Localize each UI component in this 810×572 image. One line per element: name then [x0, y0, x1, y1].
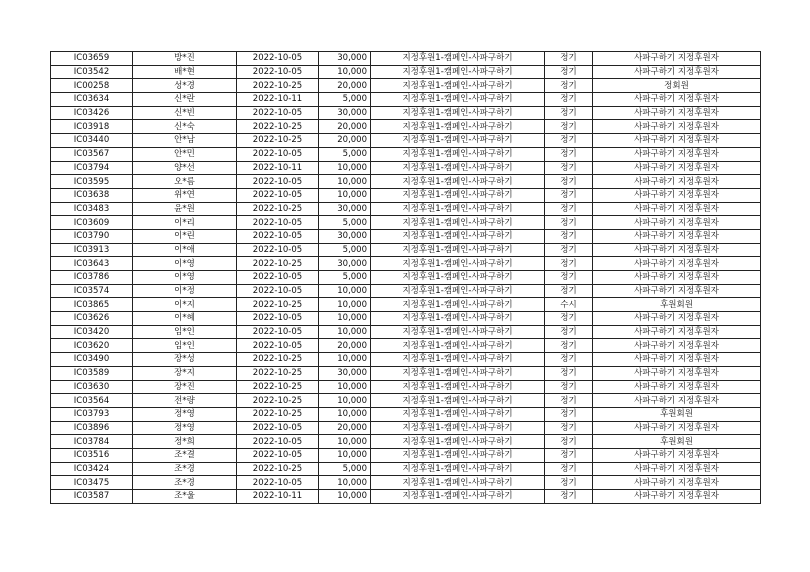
donation-amount-cell: 5,000 [319, 93, 371, 107]
donor-id-cell: IC03790 [51, 229, 133, 243]
donor-name-cell: 임*인 [133, 325, 237, 339]
donor-name-cell: 이*혜 [133, 312, 237, 326]
donor-category-cell: 후원회원 [593, 298, 761, 312]
donation-type-cell: 정기 [545, 161, 593, 175]
donor-name-cell: 장*진 [133, 380, 237, 394]
donation-date-cell: 2022-10-25 [237, 257, 319, 271]
campaign-cell: 지정후원1-캠페인-사파구하기 [371, 298, 545, 312]
donation-type-cell: 정기 [545, 353, 593, 367]
donor-id-cell: IC03620 [51, 339, 133, 353]
donation-amount-cell: 30,000 [319, 257, 371, 271]
donation-amount-cell: 30,000 [319, 202, 371, 216]
donation-amount-cell: 10,000 [319, 312, 371, 326]
donation-date-cell: 2022-10-05 [237, 229, 319, 243]
donor-category-cell: 사파구하기 지정후원자 [593, 339, 761, 353]
donation-amount-cell: 10,000 [319, 298, 371, 312]
donation-type-cell: 정기 [545, 421, 593, 435]
donation-amount-cell: 20,000 [319, 421, 371, 435]
donor-name-cell: 정*영 [133, 421, 237, 435]
donation-type-cell: 정기 [545, 120, 593, 134]
donor-category-cell: 사파구하기 지정후원자 [593, 380, 761, 394]
donation-type-cell: 정기 [545, 188, 593, 202]
donor-name-cell: 조*울 [133, 490, 237, 504]
campaign-cell: 지정후원1-캠페인-사파구하기 [371, 52, 545, 66]
donor-name-cell: 오*름 [133, 175, 237, 189]
campaign-cell: 지정후원1-캠페인-사파구하기 [371, 216, 545, 230]
table-row [51, 271, 761, 285]
campaign-cell: 지정후원1-캠페인-사파구하기 [371, 147, 545, 161]
table-row [51, 339, 761, 353]
donation-date-cell: 2022-10-05 [237, 325, 319, 339]
donation-date-cell: 2022-10-25 [237, 462, 319, 476]
donation-amount-cell: 10,000 [319, 325, 371, 339]
donor-id-cell: IC03490 [51, 353, 133, 367]
donor-name-cell: 안*남 [133, 134, 237, 148]
donation-type-cell: 정기 [545, 147, 593, 161]
donation-date-cell: 2022-10-11 [237, 490, 319, 504]
donor-category-cell: 사파구하기 지정후원자 [593, 284, 761, 298]
table-row [51, 65, 761, 79]
table-row [51, 366, 761, 380]
campaign-cell: 지정후원1-캠페인-사파구하기 [371, 380, 545, 394]
donation-type-cell: 정기 [545, 175, 593, 189]
donation-type-cell: 정기 [545, 490, 593, 504]
donor-id-cell: IC03542 [51, 65, 133, 79]
donor-name-cell: 조*경 [133, 462, 237, 476]
table-row [51, 134, 761, 148]
donation-amount-cell: 10,000 [319, 188, 371, 202]
donor-id-cell: IC03516 [51, 448, 133, 462]
campaign-cell: 지정후원1-캠페인-사파구하기 [371, 188, 545, 202]
campaign-cell: 지정후원1-캠페인-사파구하기 [371, 93, 545, 107]
table-row [51, 312, 761, 326]
donation-amount-cell: 30,000 [319, 106, 371, 120]
campaign-cell: 지정후원1-캠페인-사파구하기 [371, 65, 545, 79]
donor-name-cell: 조*경 [133, 476, 237, 490]
campaign-cell: 지정후원1-캠페인-사파구하기 [371, 421, 545, 435]
campaign-cell: 지정후원1-캠페인-사파구하기 [371, 229, 545, 243]
donor-name-cell: 성*경 [133, 79, 237, 93]
donor-category-cell: 사파구하기 지정후원자 [593, 462, 761, 476]
donor-id-cell: IC03626 [51, 312, 133, 326]
donation-amount-cell: 5,000 [319, 243, 371, 257]
donation-date-cell: 2022-10-25 [237, 353, 319, 367]
campaign-cell: 지정후원1-캠페인-사파구하기 [371, 366, 545, 380]
donation-type-cell: 정기 [545, 229, 593, 243]
donation-type-cell: 정기 [545, 476, 593, 490]
donation-type-cell: 정기 [545, 380, 593, 394]
donation-date-cell: 2022-10-25 [237, 394, 319, 408]
campaign-cell: 지정후원1-캠페인-사파구하기 [371, 448, 545, 462]
donor-name-cell: 신*숙 [133, 120, 237, 134]
donor-category-cell: 사파구하기 지정후원자 [593, 120, 761, 134]
donor-category-cell: 사파구하기 지정후원자 [593, 257, 761, 271]
donation-date-cell: 2022-10-05 [237, 435, 319, 449]
donation-type-cell: 정기 [545, 79, 593, 93]
donation-date-cell: 2022-10-05 [237, 106, 319, 120]
donation-date-cell: 2022-10-05 [237, 175, 319, 189]
donor-category-cell: 사파구하기 지정후원자 [593, 147, 761, 161]
donor-id-cell: IC03424 [51, 462, 133, 476]
donor-category-cell: 사파구하기 지정후원자 [593, 421, 761, 435]
donation-amount-cell: 10,000 [319, 435, 371, 449]
donor-id-cell: IC03634 [51, 93, 133, 107]
donation-amount-cell: 30,000 [319, 366, 371, 380]
donation-date-cell: 2022-10-05 [237, 243, 319, 257]
donation-date-cell: 2022-10-25 [237, 79, 319, 93]
campaign-cell: 지정후원1-캠페인-사파구하기 [371, 161, 545, 175]
donation-amount-cell: 20,000 [319, 120, 371, 134]
donor-id-cell: IC03595 [51, 175, 133, 189]
donation-date-cell: 2022-10-25 [237, 366, 319, 380]
campaign-cell: 지정후원1-캠페인-사파구하기 [371, 407, 545, 421]
donation-date-cell: 2022-10-25 [237, 202, 319, 216]
donation-type-cell: 정기 [545, 462, 593, 476]
donation-type-cell: 정기 [545, 339, 593, 353]
donation-type-cell: 정기 [545, 202, 593, 216]
donor-id-cell: IC03483 [51, 202, 133, 216]
table-row [51, 188, 761, 202]
donor-id-cell: IC03786 [51, 271, 133, 285]
donor-name-cell: 신*란 [133, 93, 237, 107]
donation-date-cell: 2022-10-25 [237, 298, 319, 312]
donation-type-cell: 정기 [545, 271, 593, 285]
donor-id-cell: IC03913 [51, 243, 133, 257]
donor-category-cell: 사파구하기 지정후원자 [593, 448, 761, 462]
donor-name-cell: 윤*원 [133, 202, 237, 216]
table-row [51, 298, 761, 312]
donation-type-cell: 정기 [545, 325, 593, 339]
donor-category-cell: 사파구하기 지정후원자 [593, 490, 761, 504]
donation-amount-cell: 10,000 [319, 161, 371, 175]
donor-name-cell: 정*희 [133, 435, 237, 449]
donor-id-cell: IC03475 [51, 476, 133, 490]
donor-category-cell: 사파구하기 지정후원자 [593, 366, 761, 380]
donation-type-cell: 정기 [545, 284, 593, 298]
table-row [51, 476, 761, 490]
donation-date-cell: 2022-10-25 [237, 380, 319, 394]
donation-amount-cell: 20,000 [319, 134, 371, 148]
donation-date-cell: 2022-10-25 [237, 134, 319, 148]
campaign-cell: 지정후원1-캠페인-사파구하기 [371, 312, 545, 326]
campaign-cell: 지정후원1-캠페인-사파구하기 [371, 353, 545, 367]
donor-category-cell: 사파구하기 지정후원자 [593, 52, 761, 66]
donation-amount-cell: 5,000 [319, 271, 371, 285]
donor-category-cell: 사파구하기 지정후원자 [593, 93, 761, 107]
donor-id-cell: IC03567 [51, 147, 133, 161]
donation-amount-cell: 10,000 [319, 65, 371, 79]
table-row [51, 407, 761, 421]
donation-type-cell: 정기 [545, 134, 593, 148]
donor-id-cell: IC03896 [51, 421, 133, 435]
donation-type-cell: 정기 [545, 435, 593, 449]
donor-id-cell: IC03794 [51, 161, 133, 175]
donor-category-cell: 사파구하기 지정후원자 [593, 312, 761, 326]
donor-category-cell: 사파구하기 지정후원자 [593, 106, 761, 120]
campaign-cell: 지정후원1-캠페인-사파구하기 [371, 476, 545, 490]
donor-id-cell: IC03865 [51, 298, 133, 312]
donor-category-cell: 사파구하기 지정후원자 [593, 175, 761, 189]
table-row [51, 394, 761, 408]
table-row [51, 229, 761, 243]
donation-type-cell: 정기 [545, 407, 593, 421]
donor-category-cell: 사파구하기 지정후원자 [593, 65, 761, 79]
donation-type-cell: 정기 [545, 257, 593, 271]
donor-id-cell: IC03784 [51, 435, 133, 449]
table-row [51, 380, 761, 394]
donor-id-cell: IC03918 [51, 120, 133, 134]
donation-type-cell: 정기 [545, 93, 593, 107]
donor-id-cell: IC03589 [51, 366, 133, 380]
donor-category-cell: 사파구하기 지정후원자 [593, 353, 761, 367]
donor-id-cell: IC03440 [51, 134, 133, 148]
donation-date-cell: 2022-10-05 [237, 147, 319, 161]
donation-date-cell: 2022-10-05 [237, 188, 319, 202]
donation-type-cell: 수시 [545, 298, 593, 312]
table-row [51, 243, 761, 257]
campaign-cell: 지정후원1-캠페인-사파구하기 [371, 257, 545, 271]
donor-name-cell: 이*정 [133, 284, 237, 298]
table-row [51, 52, 761, 66]
donor-category-cell: 사파구하기 지정후원자 [593, 243, 761, 257]
donor-name-cell: 이*린 [133, 229, 237, 243]
campaign-cell: 지정후원1-캠페인-사파구하기 [371, 394, 545, 408]
donor-id-cell: IC03638 [51, 188, 133, 202]
donation-amount-cell: 10,000 [319, 490, 371, 504]
donor-category-cell: 사파구하기 지정후원자 [593, 271, 761, 285]
donation-date-cell: 2022-10-05 [237, 421, 319, 435]
campaign-cell: 지정후원1-캠페인-사파구하기 [371, 243, 545, 257]
donation-type-cell: 정기 [545, 448, 593, 462]
donor-name-cell: 장*지 [133, 366, 237, 380]
donor-id-cell: IC03643 [51, 257, 133, 271]
donation-date-cell: 2022-10-05 [237, 284, 319, 298]
table-row [51, 448, 761, 462]
donation-date-cell: 2022-10-05 [237, 216, 319, 230]
donation-amount-cell: 5,000 [319, 147, 371, 161]
campaign-cell: 지정후원1-캠페인-사파구하기 [371, 435, 545, 449]
donor-id-cell: IC03659 [51, 52, 133, 66]
table-row [51, 216, 761, 230]
donor-id-cell: IC00258 [51, 79, 133, 93]
donor-id-cell: IC03609 [51, 216, 133, 230]
table-row [51, 325, 761, 339]
donation-amount-cell: 5,000 [319, 216, 371, 230]
table-row [51, 462, 761, 476]
donor-category-cell: 사파구하기 지정후원자 [593, 216, 761, 230]
donation-amount-cell: 10,000 [319, 476, 371, 490]
campaign-cell: 지정후원1-캠페인-사파구하기 [371, 79, 545, 93]
campaign-cell: 지정후원1-캠페인-사파구하기 [371, 339, 545, 353]
donation-amount-cell: 20,000 [319, 339, 371, 353]
donation-amount-cell: 30,000 [319, 229, 371, 243]
campaign-cell: 지정후원1-캠페인-사파구하기 [371, 490, 545, 504]
donor-category-cell: 사파구하기 지정후원자 [593, 134, 761, 148]
donor-name-cell: 신*빈 [133, 106, 237, 120]
donor-name-cell: 배*현 [133, 65, 237, 79]
table-row [51, 79, 761, 93]
campaign-cell: 지정후원1-캠페인-사파구하기 [371, 106, 545, 120]
donor-name-cell: 이*영 [133, 271, 237, 285]
donor-id-cell: IC03574 [51, 284, 133, 298]
donation-date-cell: 2022-10-05 [237, 476, 319, 490]
donation-date-cell: 2022-10-25 [237, 407, 319, 421]
donor-category-cell: 사파구하기 지정후원자 [593, 325, 761, 339]
donor-name-cell: 방*진 [133, 52, 237, 66]
donor-table [50, 51, 761, 504]
donation-date-cell: 2022-10-05 [237, 271, 319, 285]
donor-id-cell: IC03587 [51, 490, 133, 504]
table-row [51, 421, 761, 435]
campaign-cell: 지정후원1-캠페인-사파구하기 [371, 271, 545, 285]
donation-type-cell: 정기 [545, 243, 593, 257]
table-row [51, 161, 761, 175]
table-row [51, 202, 761, 216]
donation-amount-cell: 10,000 [319, 353, 371, 367]
campaign-cell: 지정후원1-캠페인-사파구하기 [371, 325, 545, 339]
donor-name-cell: 이*영 [133, 257, 237, 271]
donation-amount-cell: 10,000 [319, 407, 371, 421]
donation-type-cell: 정기 [545, 52, 593, 66]
donor-id-cell: IC03630 [51, 380, 133, 394]
donor-id-cell: IC03420 [51, 325, 133, 339]
donation-date-cell: 2022-10-11 [237, 161, 319, 175]
donor-name-cell: 정*영 [133, 407, 237, 421]
campaign-cell: 지정후원1-캠페인-사파구하기 [371, 134, 545, 148]
donor-table-body [51, 52, 761, 504]
table-row [51, 435, 761, 449]
table-row [51, 353, 761, 367]
table-row [51, 147, 761, 161]
donor-name-cell: 양*선 [133, 161, 237, 175]
donor-category-cell: 사파구하기 지정후원자 [593, 476, 761, 490]
donation-date-cell: 2022-10-05 [237, 65, 319, 79]
donor-name-cell: 위*연 [133, 188, 237, 202]
donor-category-cell: 사파구하기 지정후원자 [593, 161, 761, 175]
donor-category-cell: 후원회원 [593, 407, 761, 421]
table-row [51, 106, 761, 120]
donation-amount-cell: 20,000 [319, 79, 371, 93]
donor-category-cell: 사파구하기 지정후원자 [593, 229, 761, 243]
donor-id-cell: IC03793 [51, 407, 133, 421]
table-row [51, 93, 761, 107]
donation-amount-cell: 10,000 [319, 394, 371, 408]
donation-date-cell: 2022-10-05 [237, 339, 319, 353]
table-row [51, 257, 761, 271]
donor-name-cell: 이*애 [133, 243, 237, 257]
donor-name-cell: 임*인 [133, 339, 237, 353]
donation-type-cell: 정기 [545, 65, 593, 79]
donation-date-cell: 2022-10-05 [237, 52, 319, 66]
donor-category-cell: 사파구하기 지정후원자 [593, 188, 761, 202]
donor-name-cell: 장*성 [133, 353, 237, 367]
donor-name-cell: 안*민 [133, 147, 237, 161]
donation-type-cell: 정기 [545, 216, 593, 230]
donor-name-cell: 이*지 [133, 298, 237, 312]
donation-type-cell: 정기 [545, 312, 593, 326]
donation-amount-cell: 5,000 [319, 462, 371, 476]
donor-category-cell: 사파구하기 지정후원자 [593, 394, 761, 408]
donation-amount-cell: 10,000 [319, 284, 371, 298]
donor-name-cell: 전*량 [133, 394, 237, 408]
donor-category-cell: 후원회원 [593, 435, 761, 449]
table-row [51, 284, 761, 298]
donation-date-cell: 2022-10-25 [237, 120, 319, 134]
donation-date-cell: 2022-10-05 [237, 448, 319, 462]
campaign-cell: 지정후원1-캠페인-사파구하기 [371, 202, 545, 216]
donation-amount-cell: 10,000 [319, 448, 371, 462]
donor-id-cell: IC03426 [51, 106, 133, 120]
donation-date-cell: 2022-10-05 [237, 312, 319, 326]
donor-id-cell: IC03564 [51, 394, 133, 408]
campaign-cell: 지정후원1-캠페인-사파구하기 [371, 120, 545, 134]
table-row [51, 175, 761, 189]
donor-name-cell: 조*결 [133, 448, 237, 462]
campaign-cell: 지정후원1-캠페인-사파구하기 [371, 462, 545, 476]
table-row [51, 120, 761, 134]
donation-type-cell: 정기 [545, 366, 593, 380]
donation-type-cell: 정기 [545, 106, 593, 120]
campaign-cell: 지정후원1-캠페인-사파구하기 [371, 284, 545, 298]
donor-name-cell: 이*리 [133, 216, 237, 230]
donor-category-cell: 사파구하기 지정후원자 [593, 202, 761, 216]
donation-amount-cell: 30,000 [319, 52, 371, 66]
campaign-cell: 지정후원1-캠페인-사파구하기 [371, 175, 545, 189]
donation-date-cell: 2022-10-11 [237, 93, 319, 107]
donation-amount-cell: 10,000 [319, 175, 371, 189]
table-row [51, 490, 761, 504]
donation-type-cell: 정기 [545, 394, 593, 408]
donation-amount-cell: 10,000 [319, 380, 371, 394]
donor-category-cell: 정회원 [593, 79, 761, 93]
